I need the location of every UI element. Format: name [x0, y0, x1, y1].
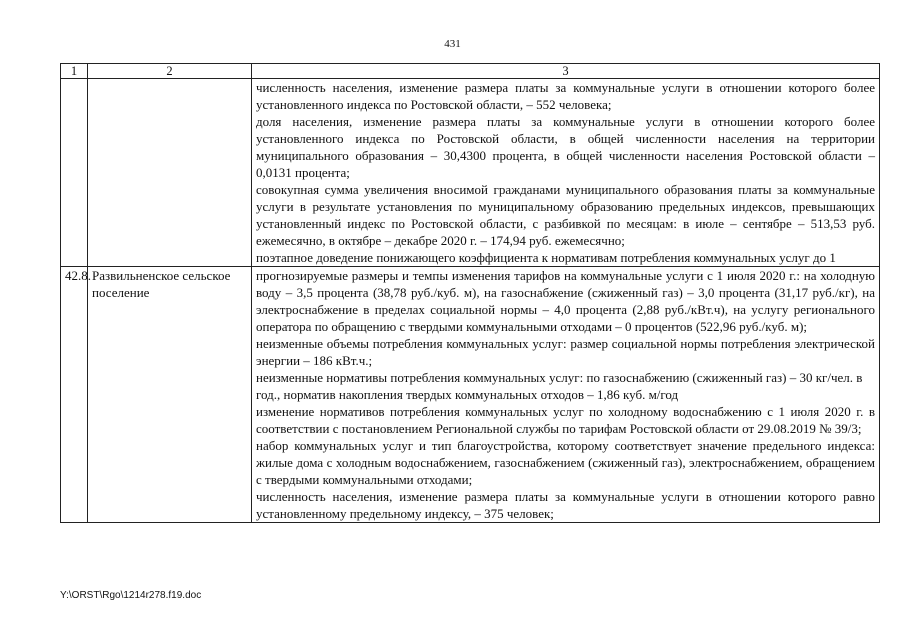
settlement-name: Развильненское сельское поселение	[92, 268, 231, 300]
description-paragraph: численность населения, изменение размера платы за коммунальные услуги в отношении которого равно установленному предельному индексу, – 375 человек;	[256, 489, 875, 521]
description-cell	[252, 267, 880, 523]
page-number: 431	[444, 38, 461, 50]
description-paragraph: неизменные нормативы потребления коммунальных услуг: по газоснабжению (сжиженный газ) – 30 кг/чел. в год., норматив накопления твердых коммунальных отходов – 1,86 куб. м/год	[256, 370, 863, 402]
row-number-cell	[61, 79, 88, 267]
description-cell	[252, 79, 880, 267]
description-paragraph: совокупная сумма увеличения вносимой гражданами муниципального образования платы за коммунальные услуги в результате установления по муниципальному образованию предельных индексов, превышающих установленный индекс по Ростовской области, с разбивкой по месяцам: в июле – сентябре – 513,53 руб. ежемесячно, в октябре – декабре 2020 г. – 174,94 руб. ежемесячно;	[256, 182, 875, 248]
description-paragraph: поэтапное доведение понижающего коэффициента к нормативам потребления коммунальных услуг до 1	[256, 250, 836, 265]
settlement-name-cell	[88, 79, 252, 267]
document-table	[60, 63, 880, 523]
description-paragraph: набор коммунальных услуг и тип благоустройства, которому соответствует значение предельного индекса: жилые дома с холодным водоснабжением, газоснабжением (сжиженный газ), электроснабжением, обращением с твердыми коммунальными отходами;	[256, 438, 875, 487]
settlement-name-cell	[88, 267, 252, 523]
description-paragraph: изменение нормативов потребления коммунальных услуг по холодному водоснабжению с 1 июля 2020 г. в соответствии с постановлением Региональной службы по тарифам Ростовской области от 29.08.2019 № 39/3;	[256, 404, 875, 436]
table-header-cell: 3	[252, 64, 880, 79]
description-paragraph: прогнозируемые размеры и темпы изменения тарифов на коммунальные услуги с 1 июля 2020 г.: на холодную воду – 3,5 процента (38,78 руб./куб. м), на газоснабжение (сжиженный газ) – 3,0 процента (31,17 руб./кг), на электроснабжение в пределах социальной нормы – 4,0 процента (2,88 руб./кВт.ч), на услугу регионального оператора по обращению с твердыми коммунальными отходами – 0 процентов (522,96 руб./куб. м);	[256, 268, 875, 334]
table-row	[61, 79, 880, 267]
table-header-cell: 1	[61, 64, 88, 79]
table-header-cell: 2	[88, 64, 252, 79]
description-paragraph: неизменные объемы потребления коммунальных услуг: размер социальной нормы потребления электрической энергии – 186 кВт.ч.;	[256, 336, 875, 368]
table-header-row	[61, 64, 880, 79]
table-row	[61, 267, 880, 523]
description-paragraph: доля населения, изменение размера платы за коммунальные услуги в отношении которого более установленного индекса по Ростовской области, в общей численности населения на территории муниципального образования – 30,4300 процента, в общей численности населения Ростовской области – 0,0131 процента;	[256, 114, 875, 180]
description-paragraph: численность населения, изменение размера платы за коммунальные услуги в отношении которого более установленного индекса по Ростовской области, – 552 человека;	[256, 80, 875, 112]
footer-file-path: Y:\ORST\Rgo\1214r278.f19.doc	[60, 590, 202, 601]
row-number-cell: 42.8.	[61, 267, 88, 523]
